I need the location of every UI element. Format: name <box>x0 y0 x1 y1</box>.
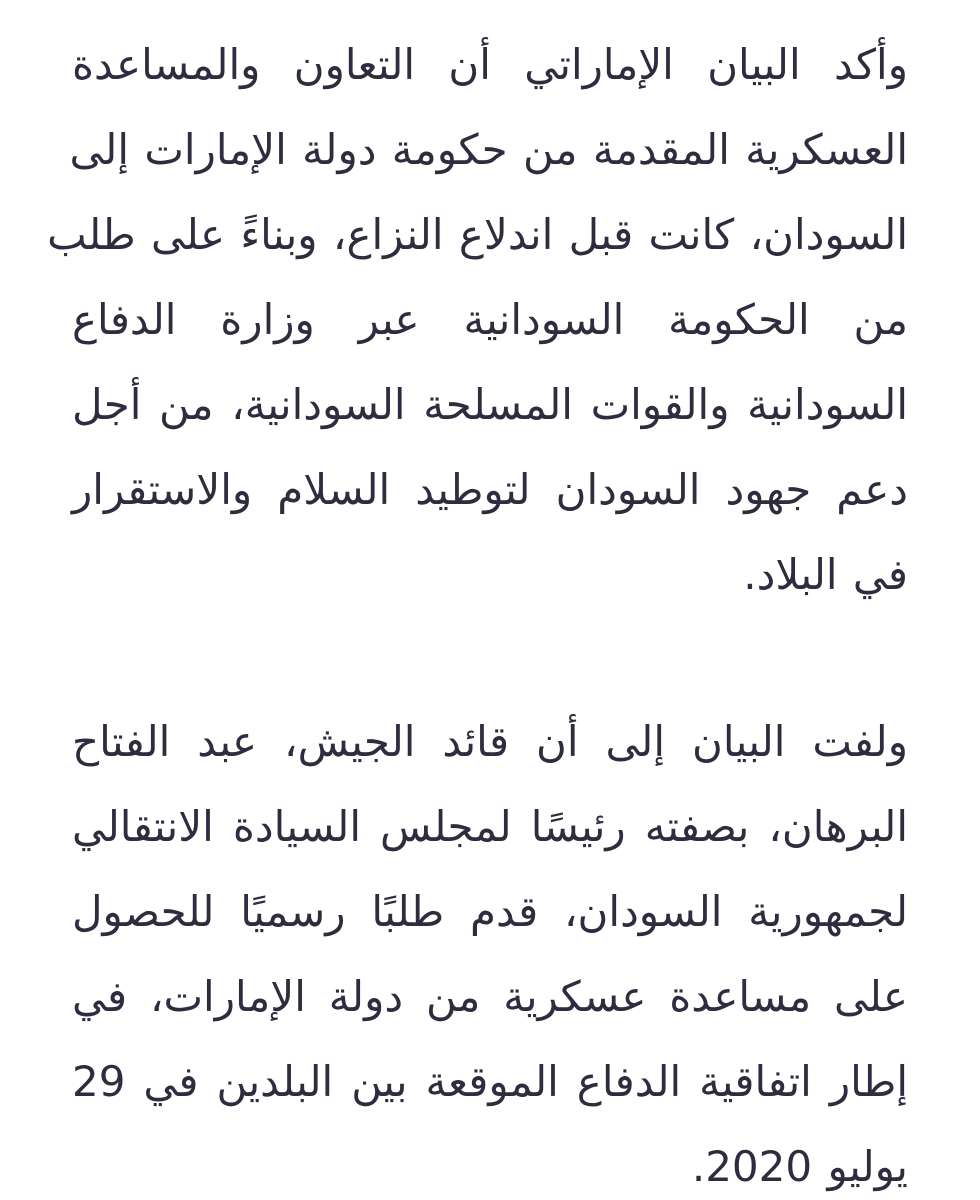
paragraph-1-line-1: وأكد البيان الإماراتي أن التعاون والمساعدة <box>72 40 908 89</box>
paragraph-1-line-2: العسكرية المقدمة من حكومة دولة الإمارات إلى <box>69 125 908 174</box>
paragraph-2-line-1: ولفت البيان إلى أن قائد الجيش، عبد الفتاح <box>72 717 908 766</box>
paragraph-2-line-6: يوليو 2020. <box>691 1142 908 1191</box>
paragraph-1-line-4: من الحكومة السودانية عبر وزارة الدفاع <box>72 295 908 344</box>
paragraph-1-line-6: دعم جهود السودان لتوطيد السلام والاستقرار <box>72 465 908 514</box>
paragraph-1-line-7: في البلاد. <box>743 550 908 599</box>
paragraph-emirati-statement <box>47 0 908 617</box>
paragraph-1-line-3: السودان، كانت قبل اندلاع النزاع، وبناءً على طلب <box>47 210 908 259</box>
paragraph-burhan-request <box>72 699 908 1200</box>
paragraph-2-line-5: إطار اتفاقية الدفاع الموقعة بين البلدين في 29 <box>72 1057 908 1106</box>
paragraph-2-line-4: على مساعدة عسكرية من دولة الإمارات، في <box>72 972 908 1021</box>
paragraph-1-line-5: السودانية والقوات المسلحة السودانية، من أجل <box>72 380 908 429</box>
paragraph-2-line-2: البرهان، بصفته رئيسًا لمجلس السيادة الانتقالي <box>72 802 908 851</box>
paragraph-2-line-3: لجمهورية السودان، قدم طلبًا رسميًا للحصول <box>72 887 908 936</box>
